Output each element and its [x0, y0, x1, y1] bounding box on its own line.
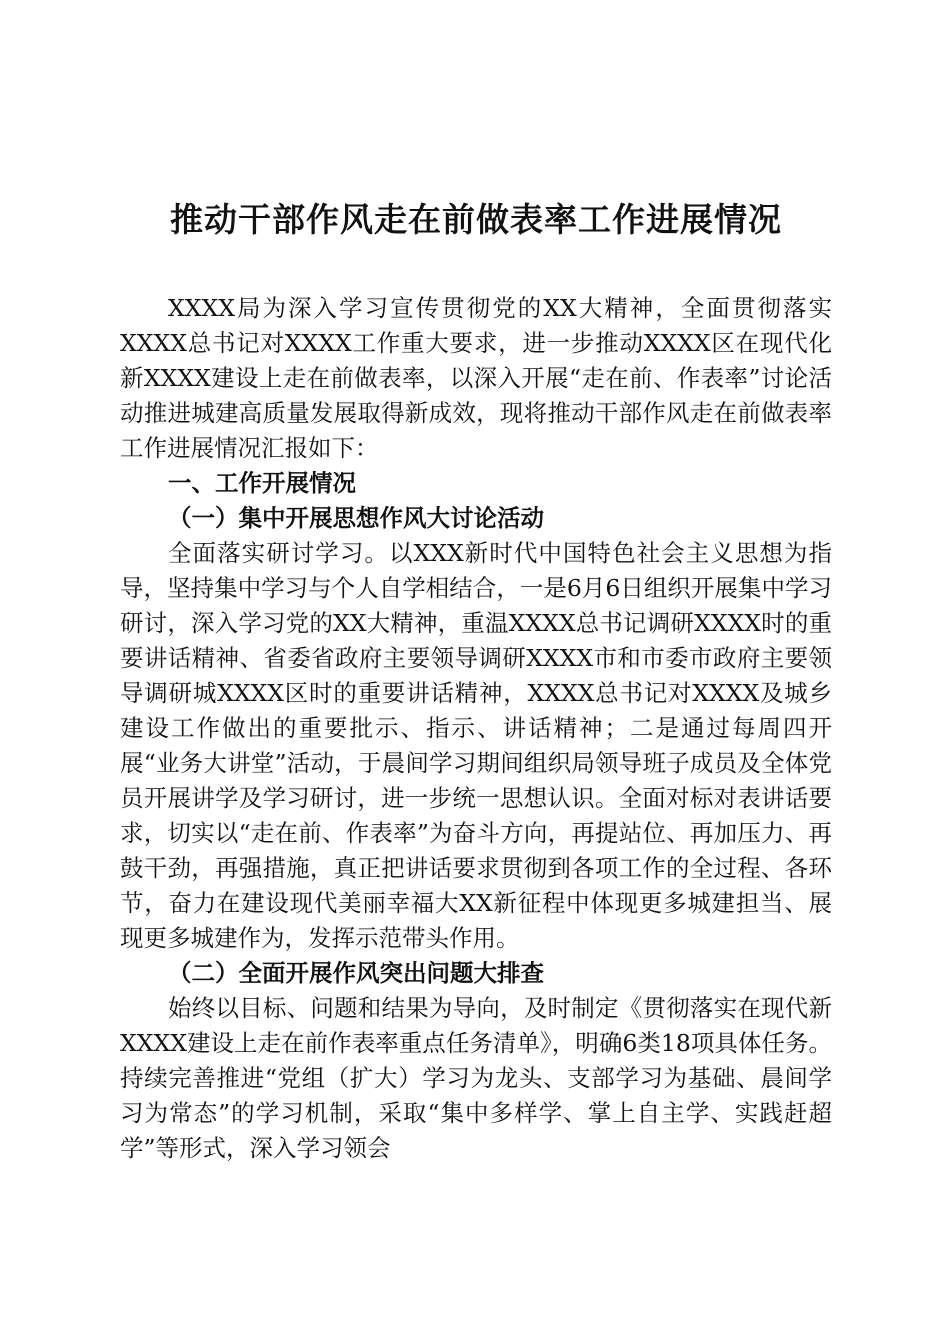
subsection-paragraph-2: 始终以目标、问题和结果为导向，及时制定《贯彻落实在现代新XXXX建设上走在前作表率重点任务清单》，明确6类18项具体任务。持续完善推进“党组（扩大）学习为龙头、支部学习为基础、晨间学习为常态”的学习机制，采取“集中多样学、掌上自主学、实践赶超学”等形式，深入学习领会: [120, 994, 832, 1162]
subsection-paragraph-1: 全面落实研讨学习。以XXX新时代中国特色社会主义思想为指导，坚持集中学习与个人自学相结合，一是6月6日组织开展集中学习研讨，深入学习党的XX大精神，重温XXXX总书记调研XXXX时的重要讲话精神、省委省政府主要领导调研XXXX市和市委市政府主要领导调研城XXXX区时的重要讲话精神，XXXX总书记对XXXX及城乡建设工作做出的重要批示、指示、讲话精神；二是通过每周四开展“业务大讲堂”活动，于晨间学习期间组织局领导班子成员及全体党员开展讲学及学习研讨，进一步统一思想认识。全面对标对表讲话要求，切实以“走在前、作表率”为奋斗方向，再提站位、再加压力、再鼓干劲，再强措施，真正把讲话要求贯彻到各项工作的全过程、各环节，奋力在建设现代美丽幸福大XX新征程中体现更多城建担当、展现更多城建作为，发挥示范带头作用。: [120, 539, 832, 952]
intro-paragraph: XXXX局为深入学习宣传贯彻党的XX大精神，全面贯彻落实XXXX总书记对XXXX工作重大要求，进一步推动XXXX区在现代化新XXXX建设上走在前做表率，以深入开展“走在前、作表率”讨论活动推进城建高质量发展取得新成效，现将推动干部作风走在前做表率工作进展情况汇报如下：: [120, 294, 832, 462]
subsection-heading-2: （二）全面开展作风突出问题大排查: [168, 959, 544, 987]
section-heading-1: 一、工作开展情况: [168, 469, 356, 497]
document-title: 推动干部作风走在前做表率工作进展情况: [170, 200, 782, 239]
document-body: [120, 291, 832, 1166]
subsection-heading-1: （一）集中开展思想作风大讨论活动: [168, 504, 544, 532]
